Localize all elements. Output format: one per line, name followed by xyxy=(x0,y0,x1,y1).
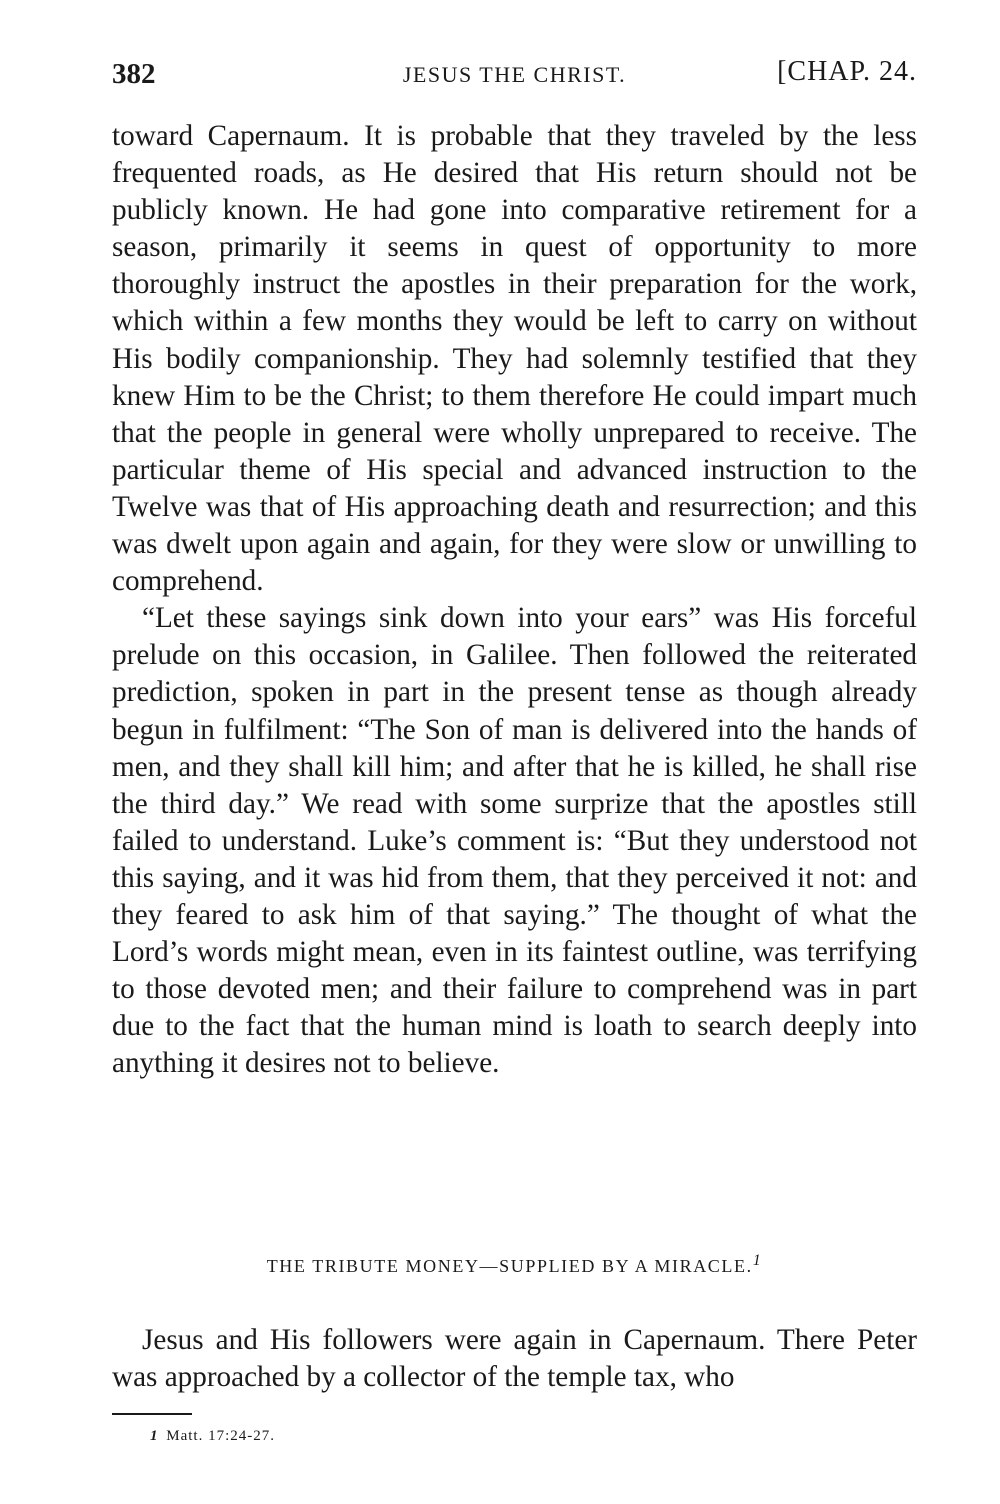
footnote-text: Matt. 17:24-27. xyxy=(166,1428,275,1444)
paragraph-2: “Let these sayings sink down into your ears” was His forceful prelude on this occasion, in Galilee. Then followed the reiterated prediction, spoken in part in the present tense as though already begun in fulfilment: “The Son of man is delivered into the hands of men, and they shall kill him; and after that he is killed, he shall rise the third day.” We read with some surprize that the apostles still failed to understand. Luke’s comment is: “But they understood not this saying, and it was hid from them, that they perceived it not: and they feared to ask him of that saying.” The thought of what the Lord’s words might mean, even in its faintest outline, was terrifying to those devoted men; and their failure to comprehend was in part due to the fact that the human mind is loath to search deeply into anything it desires not to believe. xyxy=(112,602,917,1080)
chapter-reference: [CHAP. 24. xyxy=(777,56,917,87)
running-head xyxy=(112,52,917,96)
footnote-mark: 1 xyxy=(150,1428,159,1444)
section-text xyxy=(112,1322,917,1396)
footnote xyxy=(150,1428,275,1445)
footnote-reference: 1 xyxy=(752,1252,763,1269)
book-title: JESUS THE CHRIST. xyxy=(402,62,627,87)
section-heading xyxy=(112,1252,917,1277)
section-heading-text: THE TRIBUTE MONEY—SUPPLIED BY A MIRACLE. xyxy=(266,1256,753,1276)
page-number: 382 xyxy=(112,58,156,90)
footnote-divider xyxy=(112,1413,192,1415)
main-text xyxy=(112,118,917,1082)
paragraph-3: Jesus and His followers were again in Capernaum. There Peter was approached by a collector of the temple tax, who xyxy=(112,1324,917,1393)
paragraph-1: toward Capernaum. It is probable that they traveled by the less frequented roads, as He desired that His return should not be publicly known. He had gone into comparative retirement for a season, primarily it seems in quest of opportunity to more thoroughly instruct the apostles in their preparation for the work, which within a few months they would be left to carry on without His bodily companionship. They had solemnly testified that they knew Him to be the Christ; to them therefore He could impart much that the people in general were wholly unprepared to receive. The particular theme of His special and advanced instruction to the Twelve was that of His approaching death and resurrection; and this was dwelt upon again and again, for they were slow or unwilling to comprehend. xyxy=(112,120,917,598)
